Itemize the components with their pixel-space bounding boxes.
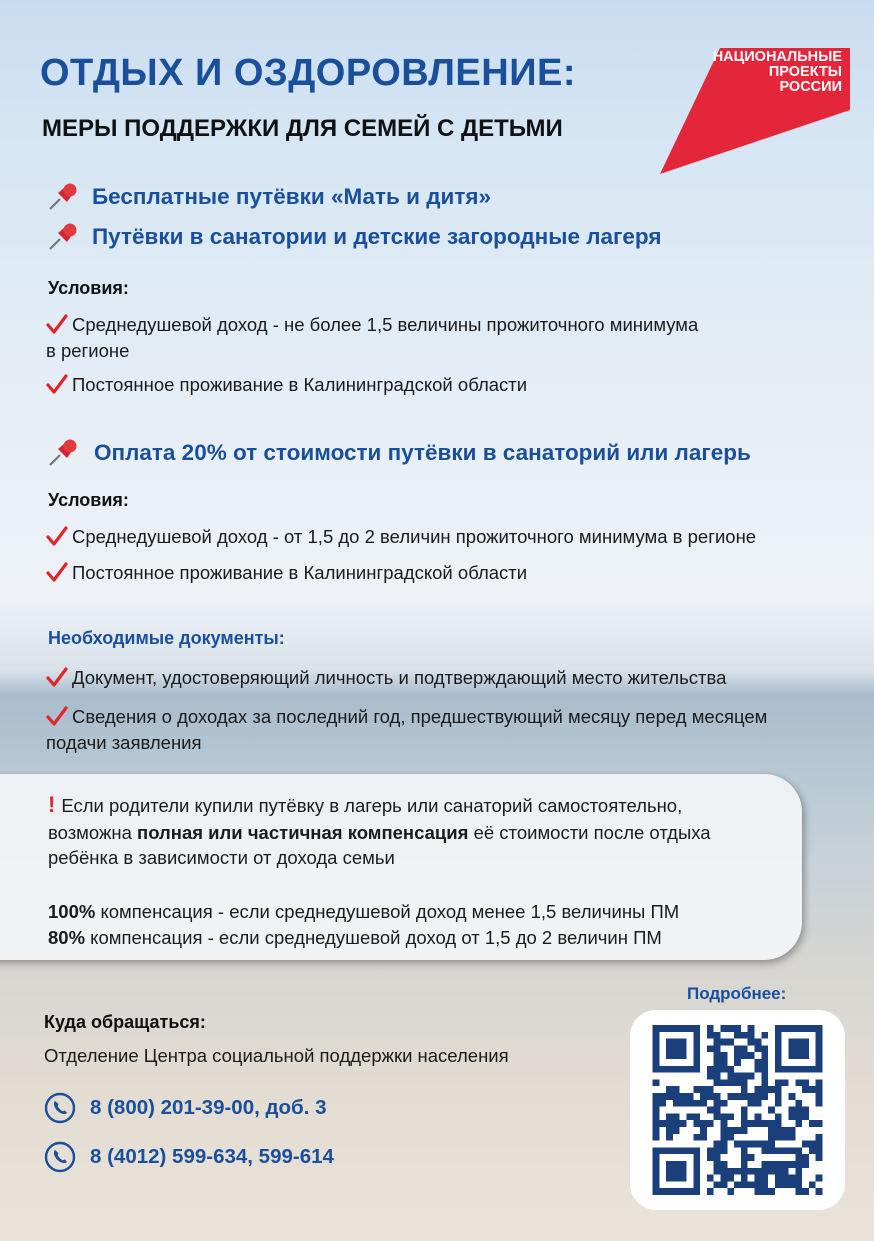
national-projects-logo: [654, 46, 850, 176]
logo-text: НАЦИОНАЛЬНЫЕ ПРОЕКТЫ РОССИИ: [712, 49, 842, 95]
phone-icon: [44, 1141, 76, 1173]
contacts-label: Куда обращаться:: [44, 1012, 206, 1032]
checkmark-icon: [46, 314, 68, 334]
conditions-label: Условия:: [48, 490, 129, 510]
note-text: ребёнка в зависимости от дохода семьи: [48, 847, 395, 868]
note-line: [48, 820, 711, 845]
checkmark-icon: [46, 562, 68, 582]
checkmark-icon: [46, 374, 68, 394]
condition-item: [46, 560, 527, 585]
note-bold-text: полная или частичная компенсация: [137, 822, 469, 843]
condition-text: Постоянное проживание в Калининградской области: [72, 374, 528, 395]
checkmark-icon: [46, 667, 68, 687]
pushpin-icon: [46, 438, 80, 468]
checkmark-icon: [46, 526, 68, 546]
document-item: [46, 665, 726, 690]
note-text: возможна: [48, 822, 138, 843]
phone-icon: [44, 1092, 76, 1124]
documents-label: Необходимые документы:: [48, 628, 285, 648]
condition-text: Среднедушевой доход - не более 1,5 величины прожиточного минимума: [72, 314, 699, 335]
qr-code-card[interactable]: [630, 1010, 845, 1210]
condition-item-continuation: [46, 338, 129, 363]
percent-value: 100%: [48, 901, 96, 922]
benefit-item-20-percent: [46, 438, 751, 468]
condition-text: Постоянное проживание в Калининградской области: [72, 562, 528, 583]
phone-number: 8 (4012) 599-634, 599-614: [90, 1145, 334, 1168]
contact-phone-2[interactable]: [44, 1141, 334, 1173]
document-text: Сведения о доходах за последний год, предшествующий месяцу перед месяцем: [72, 706, 768, 727]
benefit-item-mother-child: [46, 182, 491, 212]
conditions-label: Условия:: [48, 278, 129, 298]
compensation-100: [48, 899, 679, 924]
compensation-80: [48, 925, 662, 950]
condition-text: в регионе: [46, 340, 130, 361]
document-item-continuation: [46, 730, 202, 755]
page-title: ОТДЫХ И ОЗДОРОВЛЕНИЕ:: [40, 52, 577, 94]
pushpin-icon: [46, 222, 80, 252]
exclamation-icon: !: [48, 792, 56, 817]
benefit-item-camps: [46, 222, 662, 252]
document-item: [46, 704, 767, 729]
note-line: [48, 845, 395, 870]
benefit-text: Бесплатные путёвки «Мать и дитя»: [92, 184, 491, 209]
document-text: Документ, удостоверяющий личность и подтверждающий место жительства: [72, 667, 727, 688]
percent-value: 80%: [48, 927, 86, 948]
condition-item: [46, 312, 698, 337]
compensation-text: компенсация - если среднедушевой доход менее 1,5 величины ПМ: [95, 901, 680, 922]
benefit-text: Оплата 20% от стоимости путёвки в санаторий или лагерь: [94, 440, 751, 465]
note-text: её стоимости после отдыха: [468, 822, 711, 843]
checkmark-icon: [46, 706, 68, 726]
page-subtitle: МЕРЫ ПОДДЕРЖКИ ДЛЯ СЕМЕЙ С ДЕТЬМИ: [42, 115, 563, 142]
pushpin-icon: [46, 182, 80, 212]
qr-code[interactable]: [645, 1025, 830, 1195]
more-info-label: Подробнее:: [687, 984, 787, 1003]
compensation-text: компенсация - если среднедушевой доход от 1,5 до 2 величин ПМ: [85, 927, 662, 948]
condition-item: [46, 372, 527, 397]
condition-text: Среднедушевой доход - от 1,5 до 2 величин прожиточного минимума в регионе: [72, 526, 757, 547]
condition-item: [46, 524, 756, 549]
contact-phone-1[interactable]: [44, 1092, 327, 1124]
contacts-org: Отделение Центра социальной поддержки населения: [44, 1045, 509, 1066]
note-text: Если родители купили путёвку в лагерь или санаторий самостоятельно,: [61, 795, 683, 816]
benefit-text: Путёвки в санатории и детские загородные лагеря: [92, 224, 662, 249]
note-line: [48, 792, 682, 818]
document-text: подачи заявления: [46, 732, 202, 753]
phone-number: 8 (800) 201-39-00, доб. 3: [90, 1096, 327, 1119]
